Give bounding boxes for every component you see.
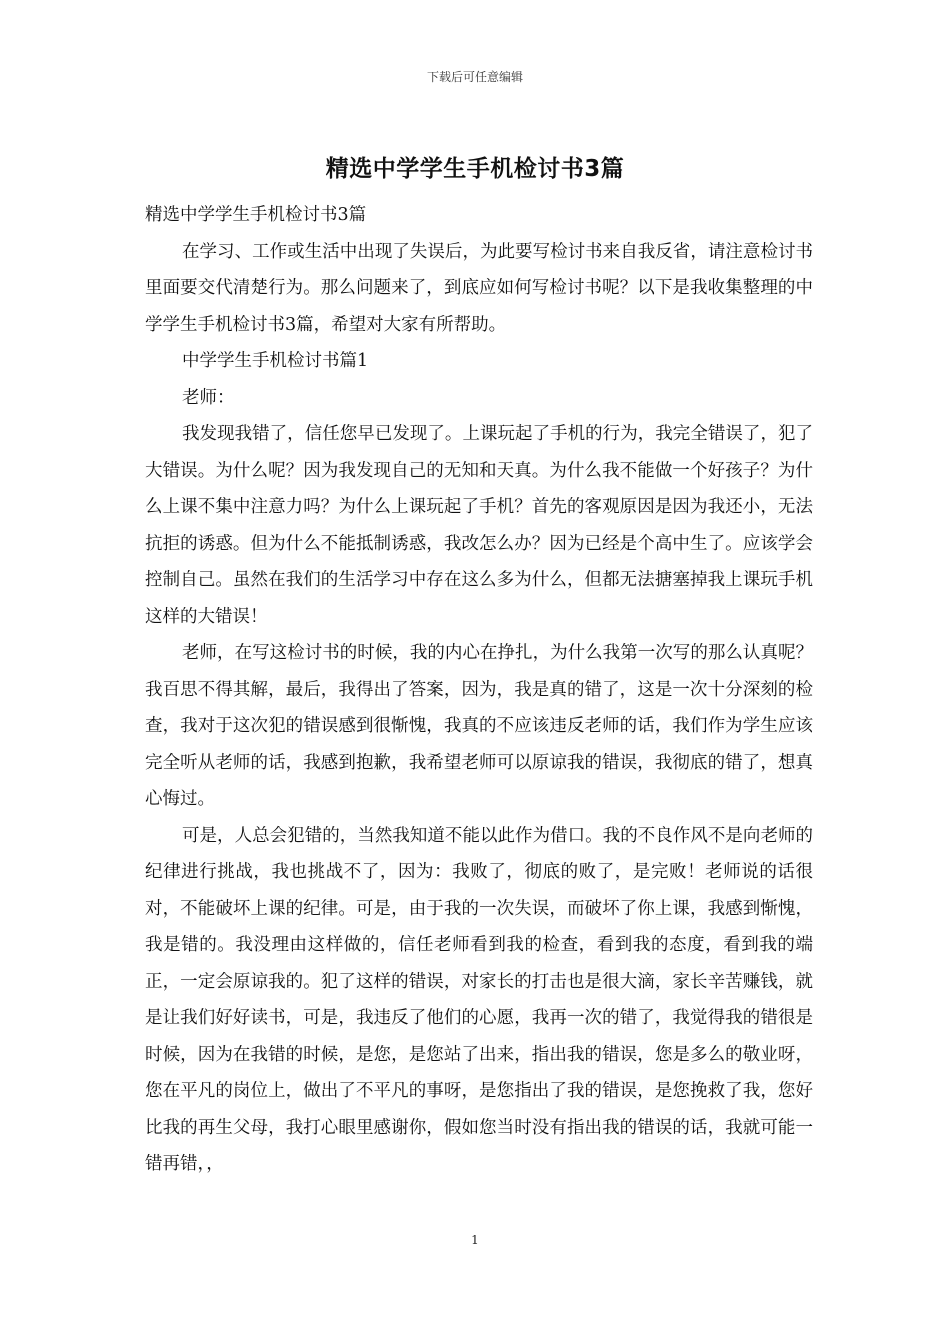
document-body [145,197,813,1183]
subtitle-paragraph: 精选中学学生手机检讨书3篇 [145,205,367,225]
salutation: 老师： [182,387,235,408]
body-paragraph: 可是，人总会犯错的，当然我知道不能以此作为借口。我的不良作风不是向老师的纪律进行挑战，我也挑战不了，因为：我败了，彻底的败了，是完败！老师说的话很对，不能破坏上课的纪律。可是，由于我的一次失误，而破坏了你上课，我感到惭愧，我是错的。我没理由这样做的，信任老师看到我的检查，看到我的态度，看到我的端正，一定会原谅我的。犯了这样的错误，对家长的打击也是很大滴，家长辛苦赚钱，就是让我们好好读书，可是，我违反了他们的心愿，我再一次的错了，我觉得我的错很是时候，因为在我错的时候，是您，是您站了出来，指出我的错误，您是多么的敬业呀，您在平凡的岗位上，做出了不平凡的事呀，是您指出了我的错误，是您挽救了我，您好比我的再生父母，我打心眼里感谢你，假如您当时没有指出我的错误的话，我就可能一错再错，， [145,825,813,1174]
section-heading: 中学学生手机检讨书篇1 [182,351,369,371]
page-number: 1 [471,1233,479,1247]
body-paragraph: 我发现我错了，信任您早已发现了。上课玩起了手机的行为，我完全错误了，犯了大错误。为什么呢？因为我发现自己的无知和天真。为什么我不能做一个好孩子？为什么上课不集中注意力吗？为什么上课玩起了手机？首先的客观原因是因为我还小，无法抗拒的诱惑。但为什么不能抵制诱惑，我改怎么办？因为已经是个高中生了。应该学会控制自己。虽然在我们的生活学习中存在这么多为什么，但都无法搪塞掉我上课玩手机这样的大错误！ [145,424,813,627]
body-paragraph: 老师，在写这检讨书的时候，我的内心在挣扎，为什么我第一次写的那么认真呢？我百思不得其解，最后，我得出了答案，因为，我是真的错了，这是一次十分深刻的检查，我对于这次犯的错误感到很惭愧，我真的不应该违反老师的话，我们作为学生应该完全听从老师的话，我感到抱歉，我希望老师可以原谅我的错误，我彻底的错了，想真心悔过。 [145,643,813,809]
intro-paragraph: 在学习、工作或生活中出现了失误后，为此要写检讨书来自我反省，请注意检讨书里面要交代清楚行为。那么问题来了，到底应如何写检讨书呢？以下是我收集整理的中学学生手机检讨书3篇，希望对大家有所帮助。 [145,241,813,335]
header-note: 下载后可任意编辑 [426,70,523,84]
document-title: 精选中学学生手机检讨书3篇 [325,156,625,182]
